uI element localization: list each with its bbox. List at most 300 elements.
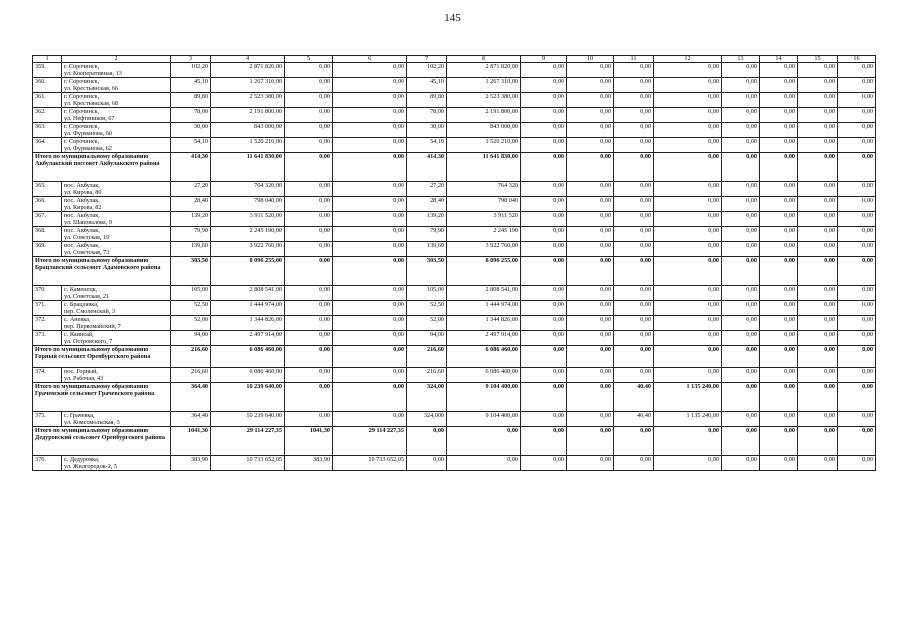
table-cell: 0,00 xyxy=(654,316,722,331)
table-cell: 2 497 914,00 xyxy=(447,331,521,346)
table-cell: 0,00 xyxy=(760,93,798,108)
table-cell: 139,60 xyxy=(407,242,447,257)
table-cell: 0,00 xyxy=(654,227,722,242)
table-row xyxy=(33,368,876,383)
table-cell: 0,00 xyxy=(333,286,407,301)
table-cell: 1 267 310,00 xyxy=(211,78,285,93)
table-cell: 0,00 xyxy=(722,108,760,123)
table-cell: 0,00 xyxy=(614,182,654,197)
table-cell: 139,60 xyxy=(171,242,211,257)
table-cell: 0,00 xyxy=(838,346,876,368)
table-cell: 2 808 541,00 xyxy=(447,286,521,301)
table-cell: 2 191 800,00 xyxy=(447,108,521,123)
table-cell: 0,00 xyxy=(521,316,567,331)
table-cell: 0,00 xyxy=(285,108,333,123)
row-number: 369. xyxy=(33,242,62,257)
table-cell: 0,00 xyxy=(654,301,722,316)
table-cell: 40,40 xyxy=(614,412,654,427)
table-cell: 0,00 xyxy=(567,346,614,368)
row-number: 366. xyxy=(33,197,62,212)
table-cell: 1 135 240,00 xyxy=(654,412,722,427)
table-cell: 2 808 541,00 xyxy=(211,286,285,301)
table-cell: 0,00 xyxy=(760,316,798,331)
table-cell: 0,00 xyxy=(567,242,614,257)
table-cell: 6 086 460,00 xyxy=(447,346,521,368)
table-cell: 52,00 xyxy=(171,316,211,331)
table-cell: 0,00 xyxy=(760,286,798,301)
table-cell: 0,00 xyxy=(798,182,838,197)
table-cell: 0,00 xyxy=(521,212,567,227)
table-cell: 0,00 xyxy=(838,182,876,197)
table-cell: 0,00 xyxy=(654,182,722,197)
table-row xyxy=(33,138,876,153)
table-row xyxy=(33,78,876,93)
address-cell: пос. Акбулак, ул. Шаповалова, 9 xyxy=(62,212,171,227)
table-cell: 0,00 xyxy=(722,257,760,286)
table-row xyxy=(33,242,876,257)
table-cell: 0,00 xyxy=(722,427,760,456)
data-table xyxy=(32,55,876,471)
table-row xyxy=(33,182,876,197)
table-cell: 0,00 xyxy=(798,368,838,383)
table-cell: 10 239 640,00 xyxy=(211,383,285,412)
header-row xyxy=(33,56,876,63)
table-cell: 0,00 xyxy=(654,257,722,286)
row-number: 372. xyxy=(33,316,62,331)
table-cell: 0,00 xyxy=(614,331,654,346)
table-cell: 0,00 xyxy=(760,108,798,123)
table-cell: 324,000 xyxy=(407,412,447,427)
table-cell: 0,00 xyxy=(722,383,760,412)
table-cell: 0,00 xyxy=(567,368,614,383)
table-cell: 139,20 xyxy=(407,212,447,227)
subtotal-row xyxy=(33,153,876,182)
table-cell: 2 191 800,00 xyxy=(211,108,285,123)
table-cell: 0,00 xyxy=(722,346,760,368)
table-cell: 0,00 xyxy=(838,286,876,301)
table-cell: 0,00 xyxy=(614,456,654,471)
table-cell: 0,00 xyxy=(798,108,838,123)
table-cell: 11 641 830,00 xyxy=(211,153,285,182)
table-cell: 1041,30 xyxy=(285,427,333,456)
table-cell: 0,00 xyxy=(285,316,333,331)
table-cell: 0,00 xyxy=(722,242,760,257)
table-cell: 78,00 xyxy=(407,108,447,123)
table-row xyxy=(33,301,876,316)
table-cell: 11 641 830,00 xyxy=(447,153,521,182)
table-cell: 0,00 xyxy=(521,123,567,138)
table-cell: 0,00 xyxy=(838,456,876,471)
table-cell: 27,20 xyxy=(407,182,447,197)
table-cell: 0,00 xyxy=(798,301,838,316)
table-cell: 0,00 xyxy=(838,331,876,346)
address-cell: пос. Акбулак, ул. Кирова, 82 xyxy=(62,197,171,212)
table-cell: 0,00 xyxy=(521,153,567,182)
table-cell: 2 523 380,00 xyxy=(211,93,285,108)
table-cell: 0,00 xyxy=(333,383,407,412)
table-cell: 764 320,00 xyxy=(211,182,285,197)
table-cell: 45,10 xyxy=(407,78,447,93)
table-cell: 0,00 xyxy=(654,286,722,301)
column-header-12: 12 xyxy=(654,56,722,63)
table-cell: 0,00 xyxy=(798,412,838,427)
table-cell: 0,00 xyxy=(567,456,614,471)
table-cell: 0,00 xyxy=(760,383,798,412)
column-header-2: 2 xyxy=(62,56,171,63)
table-cell: 0,00 xyxy=(567,212,614,227)
table-cell: 0,00 xyxy=(760,368,798,383)
table-cell: 0,00 xyxy=(333,197,407,212)
table-cell: 0,00 xyxy=(447,456,521,471)
table-cell: 0,00 xyxy=(654,346,722,368)
table-cell: 216,60 xyxy=(407,368,447,383)
table-cell: 0,00 xyxy=(521,427,567,456)
table-cell: 79,90 xyxy=(171,227,211,242)
table-cell: 0,00 xyxy=(521,197,567,212)
table-cell: 0,00 xyxy=(567,227,614,242)
table-cell: 3 922 760,00 xyxy=(447,242,521,257)
table-row xyxy=(33,108,876,123)
table-cell: 0,00 xyxy=(333,212,407,227)
table-cell: 30,00 xyxy=(407,123,447,138)
subtotal-label: Итого по муниципальному образованию Брацлавский сельсовет Адамовского района xyxy=(33,257,171,286)
table-cell: 1 520 210,00 xyxy=(211,138,285,153)
table-cell: 2 497 914,00 xyxy=(211,331,285,346)
table-cell: 0,00 xyxy=(798,123,838,138)
table-cell: 0,00 xyxy=(567,153,614,182)
table-cell: 28,40 xyxy=(171,197,211,212)
table-cell: 0,00 xyxy=(838,108,876,123)
table-cell: 1 444 974,00 xyxy=(211,301,285,316)
table-cell: 89,80 xyxy=(407,93,447,108)
table-cell: 0,00 xyxy=(760,197,798,212)
table-cell: 383,90 xyxy=(171,456,211,471)
address-cell: пос. Акбулак, ул. Кирова, 80 xyxy=(62,182,171,197)
subtotal-label: Итого по муниципальному образованию Горный сельсовет Оренбургского района xyxy=(33,346,171,368)
table-row xyxy=(33,93,876,108)
table-cell: 383,90 xyxy=(285,456,333,471)
table-cell: 0,00 xyxy=(654,93,722,108)
table-cell: 1 444 974,00 xyxy=(447,301,521,316)
column-header-5: 5 xyxy=(285,56,333,63)
table-cell: 28,40 xyxy=(407,197,447,212)
table-cell: 78,00 xyxy=(171,108,211,123)
table-cell: 798 040 xyxy=(447,197,521,212)
table-cell: 1 267 310,00 xyxy=(447,78,521,93)
table-cell: 0,00 xyxy=(285,153,333,182)
table-cell: 0,00 xyxy=(567,182,614,197)
table-cell: 0,00 xyxy=(285,331,333,346)
table-cell: 0,00 xyxy=(760,63,798,78)
table-cell: 0,00 xyxy=(567,138,614,153)
table-row xyxy=(33,331,876,346)
table-cell: 0,00 xyxy=(838,427,876,456)
table-cell: 0,00 xyxy=(838,412,876,427)
table-cell: 0,00 xyxy=(722,63,760,78)
table-cell: 303,50 xyxy=(171,257,211,286)
table-cell: 54,10 xyxy=(407,138,447,153)
table-cell: 0,00 xyxy=(521,346,567,368)
table-cell: 0,00 xyxy=(333,108,407,123)
table-cell: 0,00 xyxy=(447,427,521,456)
row-number: 371. xyxy=(33,301,62,316)
table-cell: 0,00 xyxy=(722,153,760,182)
table-cell: 0,00 xyxy=(722,331,760,346)
table-cell: 0,00 xyxy=(722,316,760,331)
table-cell: 0,00 xyxy=(285,286,333,301)
table-cell: 89,80 xyxy=(171,93,211,108)
table-cell: 0,00 xyxy=(722,182,760,197)
column-header-8: 8 xyxy=(447,56,521,63)
table-cell: 1 344 826,00 xyxy=(211,316,285,331)
table-cell: 0,00 xyxy=(521,182,567,197)
table-cell: 0,00 xyxy=(567,427,614,456)
table-cell: 0,00 xyxy=(798,316,838,331)
row-number: 370. xyxy=(33,286,62,301)
table-cell: 0,00 xyxy=(521,456,567,471)
row-number: 364. xyxy=(33,138,62,153)
table-cell: 0,00 xyxy=(654,456,722,471)
table-cell: 0,00 xyxy=(760,153,798,182)
table-cell: 0,00 xyxy=(333,368,407,383)
table-cell: 0,00 xyxy=(614,108,654,123)
column-header-3: 3 xyxy=(171,56,211,63)
table-cell: 0,00 xyxy=(285,197,333,212)
table-cell: 0,00 xyxy=(654,197,722,212)
table-cell: 0,00 xyxy=(567,383,614,412)
table-cell: 1 344 826,00 xyxy=(447,316,521,331)
table-cell: 0,00 xyxy=(614,123,654,138)
table-cell: 0,00 xyxy=(654,212,722,227)
table-cell: 798 040,00 xyxy=(211,197,285,212)
page-number: 145 xyxy=(444,12,461,24)
table-cell: 843 000,00 xyxy=(447,123,521,138)
row-number: 375. xyxy=(33,412,62,427)
table-cell: 0,00 xyxy=(521,301,567,316)
table-cell: 52,00 xyxy=(407,316,447,331)
table-cell: 0,00 xyxy=(285,182,333,197)
table-cell: 0,00 xyxy=(521,63,567,78)
table-cell: 0,00 xyxy=(333,182,407,197)
address-cell: пос. Горный, ул. Рабочая, 43 xyxy=(62,368,171,383)
table-cell: 0,00 xyxy=(333,138,407,153)
table-cell: 0,00 xyxy=(654,138,722,153)
address-cell: с. Дедуровка, ул. Жилгородок-2, 5 xyxy=(62,456,171,471)
table-cell: 6 086 460,00 xyxy=(211,346,285,368)
table-cell: 10 239 640,00 xyxy=(211,412,285,427)
table-cell: 2 871 820,00 xyxy=(211,63,285,78)
table-cell: 0,00 xyxy=(654,63,722,78)
table-cell: 0,00 xyxy=(333,331,407,346)
table-cell: 2 871 820,00 xyxy=(447,63,521,78)
table-cell: 0,00 xyxy=(567,301,614,316)
table-cell: 0,00 xyxy=(760,78,798,93)
table-cell: 0,00 xyxy=(614,286,654,301)
table-cell: 0,00 xyxy=(614,197,654,212)
table-cell: 0,00 xyxy=(407,427,447,456)
row-number: 365. xyxy=(33,182,62,197)
table-cell: 0,00 xyxy=(654,427,722,456)
table-cell: 216,60 xyxy=(407,346,447,368)
table-cell: 0,00 xyxy=(760,182,798,197)
row-number: 360. xyxy=(33,78,62,93)
table-cell: 0,00 xyxy=(760,331,798,346)
table-cell: 29 114 227,35 xyxy=(211,427,285,456)
table-cell: 0,00 xyxy=(798,63,838,78)
table-cell: 94,00 xyxy=(171,331,211,346)
table-cell: 0,00 xyxy=(838,93,876,108)
table-row xyxy=(33,316,876,331)
table-cell: 0,00 xyxy=(521,242,567,257)
table-row xyxy=(33,286,876,301)
address-cell: г. Сорочинск, ул. Фурманова, 62 xyxy=(62,138,171,153)
table-cell: 3 911 520 xyxy=(447,212,521,227)
table-cell: 0,00 xyxy=(760,346,798,368)
table-cell: 0,00 xyxy=(838,368,876,383)
table-cell: 3 911 520,00 xyxy=(211,212,285,227)
table-cell: 0,00 xyxy=(567,123,614,138)
table-row xyxy=(33,197,876,212)
table-cell: 0,00 xyxy=(285,138,333,153)
table-cell: 0,00 xyxy=(521,78,567,93)
table-cell: 0,00 xyxy=(614,153,654,182)
table-cell: 0,00 xyxy=(285,93,333,108)
row-number: 363. xyxy=(33,123,62,138)
column-header-1: 1 xyxy=(33,56,62,63)
table-cell: 0,00 xyxy=(333,63,407,78)
table-cell: 0,00 xyxy=(798,427,838,456)
table-cell: 30,00 xyxy=(171,123,211,138)
table-cell: 0,00 xyxy=(760,301,798,316)
table-cell: 0,00 xyxy=(654,368,722,383)
address-cell: г. Сорочинск, ул. Нефтяников, 67 xyxy=(62,108,171,123)
column-header-9: 9 xyxy=(521,56,567,63)
table-cell: 0,00 xyxy=(722,197,760,212)
address-cell: г. Сорочинск, ул. Крестьянская, 68 xyxy=(62,93,171,108)
table-cell: 0,00 xyxy=(722,368,760,383)
table-cell: 0,00 xyxy=(285,63,333,78)
address-cell: с. Грачевка, ул. Комсомольская, 3 xyxy=(62,412,171,427)
table-cell: 0,00 xyxy=(722,456,760,471)
table-cell: 0,00 xyxy=(285,257,333,286)
table-cell: 0,00 xyxy=(614,316,654,331)
subtotal-label: Итого по муниципальному образованию Дедуровский сельсовет Оренбургского района xyxy=(33,427,171,456)
table-cell: 0,00 xyxy=(798,456,838,471)
table-cell: 0,00 xyxy=(838,257,876,286)
table-cell: 0,00 xyxy=(838,63,876,78)
table-cell: 0,00 xyxy=(760,456,798,471)
table-cell: 0,00 xyxy=(760,427,798,456)
table-cell: 2 245 190 xyxy=(447,227,521,242)
row-number: 359. xyxy=(33,63,62,78)
table-cell: 0,00 xyxy=(760,412,798,427)
table-cell: 0,00 xyxy=(521,93,567,108)
table-cell: 0,00 xyxy=(285,242,333,257)
table-row xyxy=(33,123,876,138)
table-cell: 0,00 xyxy=(567,316,614,331)
table-cell: 0,00 xyxy=(521,257,567,286)
subtotal-label: Итого по муниципальному образованию Акбулакский поссовет Акбулакского района xyxy=(33,153,171,182)
table-cell: 0,00 xyxy=(567,257,614,286)
table-cell: 0,00 xyxy=(333,227,407,242)
column-header-13: 13 xyxy=(722,56,760,63)
table-cell: 0,00 xyxy=(333,93,407,108)
table-cell: 0,00 xyxy=(838,153,876,182)
table-cell: 0,00 xyxy=(285,383,333,412)
table-cell: 0,00 xyxy=(654,78,722,93)
table-cell: 0,00 xyxy=(567,78,614,93)
table-cell: 0,00 xyxy=(838,212,876,227)
table-cell: 0,00 xyxy=(521,383,567,412)
table-cell: 0,00 xyxy=(614,242,654,257)
table-cell: 0,00 xyxy=(614,301,654,316)
table-cell: 0,00 xyxy=(285,212,333,227)
table-cell: 1041,30 xyxy=(171,427,211,456)
table-cell: 139,20 xyxy=(171,212,211,227)
table-cell: 0,00 xyxy=(722,212,760,227)
table-cell: 0,00 xyxy=(567,286,614,301)
table-cell: 8 096 255,00 xyxy=(447,257,521,286)
table-cell: 0,00 xyxy=(654,331,722,346)
table-cell: 0,00 xyxy=(760,242,798,257)
table-cell: 0,00 xyxy=(521,227,567,242)
table-row xyxy=(33,212,876,227)
table-cell: 0,00 xyxy=(722,227,760,242)
table-cell: 6 086 460,00 xyxy=(211,368,285,383)
table-cell: 0,00 xyxy=(285,123,333,138)
subtotal-row xyxy=(33,427,876,456)
subtotal-row xyxy=(33,383,876,412)
table-cell: 0,00 xyxy=(798,138,838,153)
table-cell: 79,90 xyxy=(407,227,447,242)
table-cell: 216,60 xyxy=(171,346,211,368)
table-cell: 0,00 xyxy=(798,346,838,368)
table-cell: 0,00 xyxy=(521,108,567,123)
subtotal-label: Итого по муниципальному образованию Граченский сельсовет Грачевского района xyxy=(33,383,171,412)
address-cell: с. Каменецк, ул. Советская, 21 xyxy=(62,286,171,301)
table-cell: 0,00 xyxy=(654,153,722,182)
table-cell: 0,00 xyxy=(614,63,654,78)
table-cell: 0,00 xyxy=(407,456,447,471)
table-cell: 9 104 400,00 xyxy=(447,412,521,427)
table-cell: 0,00 xyxy=(614,346,654,368)
address-cell: с. Брацлавка, пер. Смоленский, 3 xyxy=(62,301,171,316)
subtotal-row xyxy=(33,257,876,286)
table-cell: 1 135 240,00 xyxy=(654,383,722,412)
column-header-11: 11 xyxy=(614,56,654,63)
table-cell: 0,00 xyxy=(333,123,407,138)
table-cell: 0,00 xyxy=(567,412,614,427)
table-cell: 0,00 xyxy=(285,412,333,427)
table-cell: 0,00 xyxy=(798,93,838,108)
table-cell: 29 114 227,35 xyxy=(333,427,407,456)
table-cell: 1 520 210,00 xyxy=(447,138,521,153)
table-cell: 0,00 xyxy=(798,286,838,301)
table-cell: 324,00 xyxy=(407,383,447,412)
table-row xyxy=(33,227,876,242)
table-cell: 10 733 652,05 xyxy=(211,456,285,471)
address-cell: г. Сорочинск, ул. Крестьянская, 66 xyxy=(62,78,171,93)
table-row xyxy=(33,63,876,78)
table-cell: 0,00 xyxy=(838,316,876,331)
column-header-6: 6 xyxy=(333,56,407,63)
table-cell: 0,00 xyxy=(333,78,407,93)
row-number: 362. xyxy=(33,108,62,123)
table-cell: 0,00 xyxy=(614,368,654,383)
table-cell: 0,00 xyxy=(798,197,838,212)
table-cell: 0,00 xyxy=(798,257,838,286)
row-number: 368. xyxy=(33,227,62,242)
